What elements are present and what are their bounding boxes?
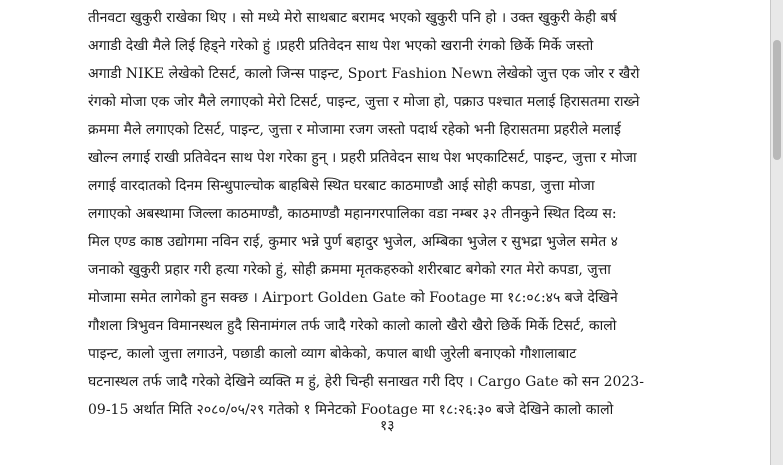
page-number: १३: [380, 418, 395, 434]
text-line: अगाडी देखी मैले लिई हिड्ने गरेको हुं ।प्रहरी प्रतिवेदन साथ पेश भएको खरानी रंगको छिर्के मिर्के जस्तो: [88, 38, 594, 54]
scrollbar-thumb[interactable]: [773, 40, 781, 160]
text-line: लगाई वारदातको दिनम सिन्धुपाल्चोक बाहबिसे स्थित घरबाट काठमाण्डौ आई सोही कपडा, जुत्ता मोजा: [88, 178, 595, 194]
page-body-text: [88, 4, 728, 424]
text-line: मोजामा समेत लागेको हुन सक्छ । Airport Golden Gate को Footage मा १८:०८:४५ बजे देखिने: [88, 290, 618, 306]
text-line: क्रममा मैले लगाएको टिसर्ट, पाइन्ट, जुत्ता र मोजामा रजग जस्तो पदार्थ रहेको भनी हिरासतमा प्रहरीले मलाई: [88, 122, 621, 138]
text-line: अगाडी NIKE लेखेको टिसर्ट, कालो जिन्स पाइन्ट, Sport Fashion Newn लेखेको जुत्त एक जोर र खैरो: [88, 66, 640, 82]
text-line: लगाएको अबस्थामा जिल्ला काठमाण्डौ, काठमाण्डौ महानगरपालिका वडा नम्बर ३२ तीनकुने स्थित दिव्य स:: [88, 206, 617, 222]
text-line: घटनास्थल तर्फ जादै गरेको देखिने व्यक्ति म हुं, हेरी चिन्ही सनाखत गरी दिए । Cargo Gate को सन 2023-: [88, 374, 644, 390]
text-line: गौशला त्रिभुवन विमानस्थल हुदै सिनामंगल तर्फ जादै गरेको कालो कालो खैरो खैरो छिर्के मिर्के टिसर्ट, कालो: [88, 318, 617, 334]
text-line: जनाको खुकुरी प्रहार गरी हत्या गरेको हुं, सोही क्रममा मृतकहरुको शरीरबाट बगेको रगत मेरो कपडा, जुत्ता: [88, 262, 611, 278]
text-line: पाइन्ट, कालो जुत्ता लगाउने, पछाडी कालो व्याग बोकेको, कपाल बाधी जुरेली बनाएको गौशालाबाट: [88, 346, 577, 362]
text-line: खोल्न लगाई राखी प्रतिवेदन साथ पेश गरेका हुन् । प्रहरी प्रतिवेदन साथ पेश भएकाटिसर्ट, पाइन्ट, जुत्ता र मोजा: [88, 150, 637, 166]
text-line: रंगको मोजा एक जोर मैले लगाएको मेरो टिसर्ट, पाइन्ट, जुत्ता र मोजा हो, पक्राउ पश्चात मलाई हिरासतमा राख्ने: [88, 94, 640, 110]
text-line: तीनवटा खुकुरी राखेका थिए । सो मध्ये मेरो साथबाट बरामद भएको खुकुरी पनि हो । उक्त खुकुरी केही बर्ष: [88, 10, 617, 26]
text-line: 09-15 अर्थात मिति २०८०/०५/२९ गतेको १ मिनेटको Footage मा १८:२६:३० बजे देखिने कालो कालो: [88, 402, 614, 418]
text-line: मिल एण्ड काष्ठ उद्योगमा नविन राई, कुमार भन्ने पुर्ण बहादुर भुजेल, अम्बिका भुजेल र सुभद्रा भुजेल समेत ४: [88, 234, 618, 250]
vertical-scrollbar[interactable]: [770, 0, 783, 465]
